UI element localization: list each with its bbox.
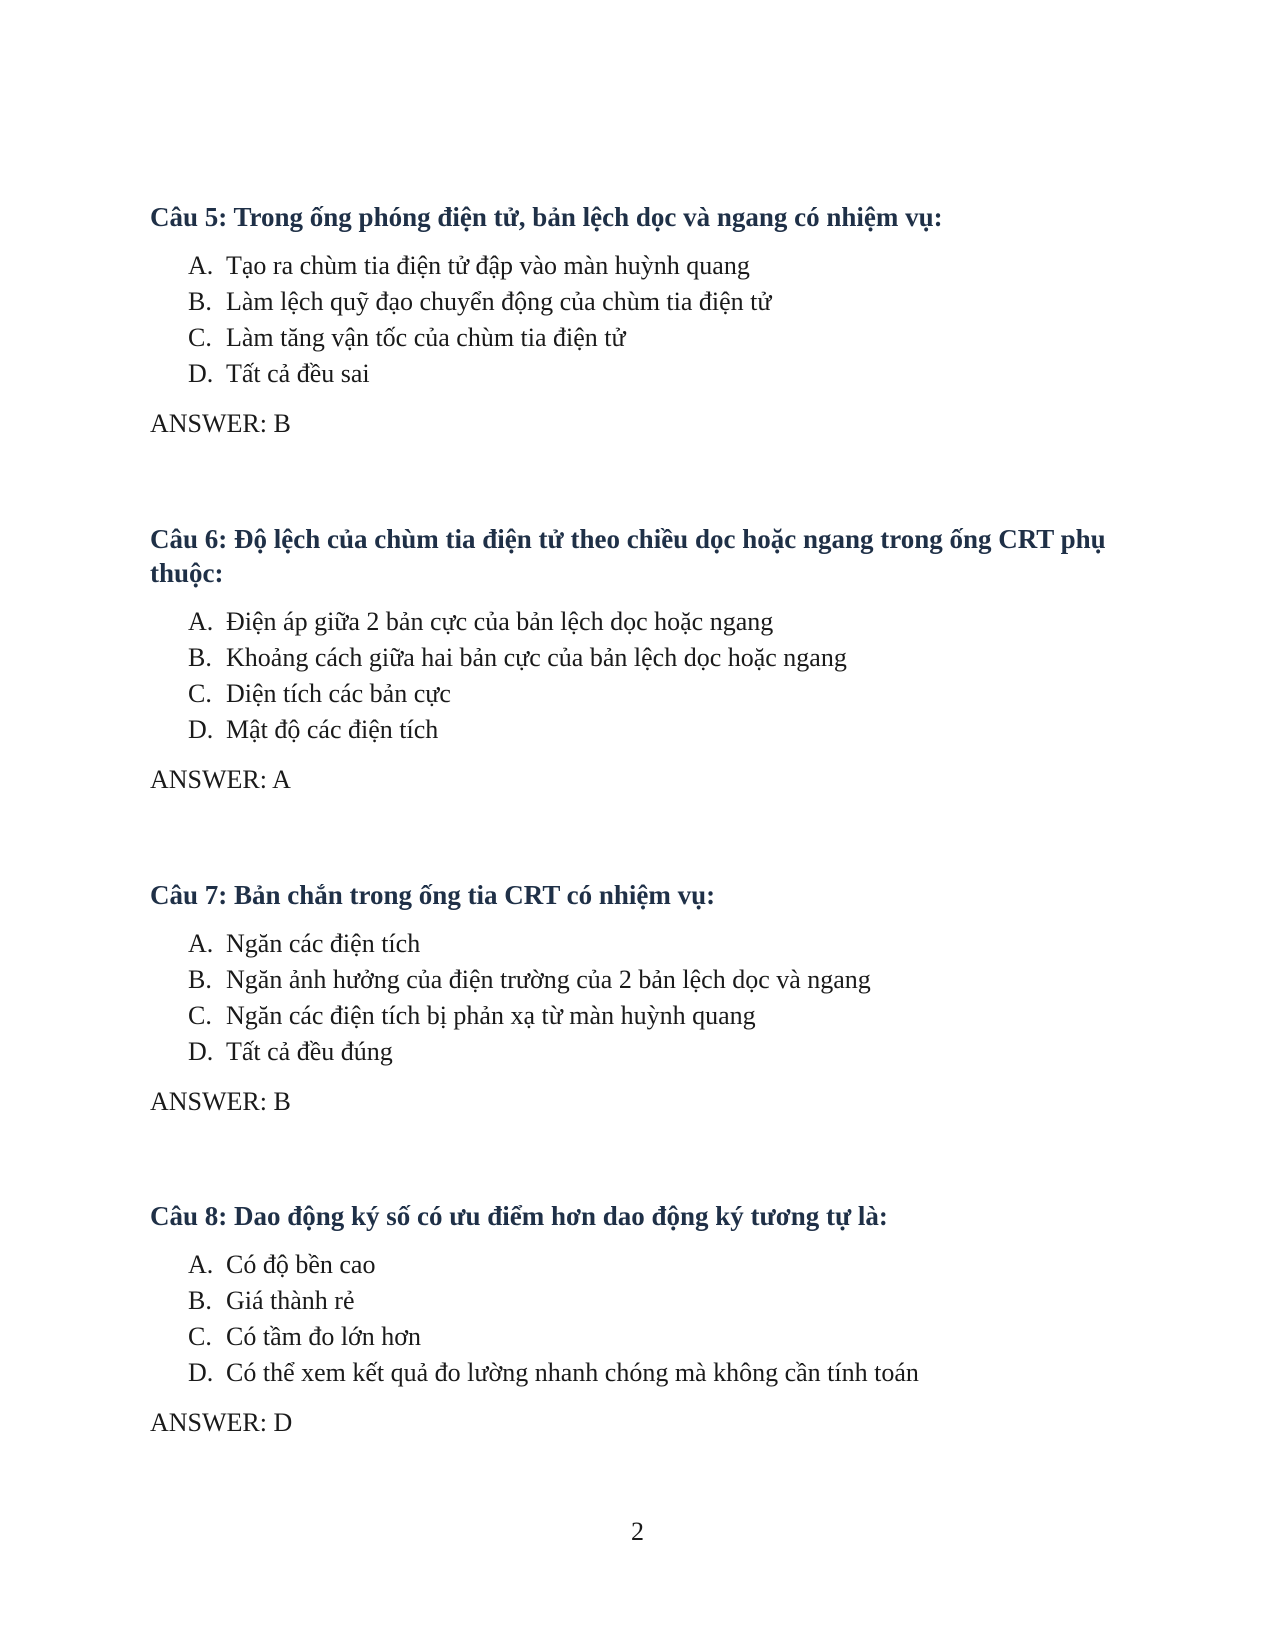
- option-c: [150, 676, 1140, 712]
- option-letter: D.: [188, 1037, 214, 1066]
- option-letter: B.: [188, 1286, 212, 1315]
- option-text: Giá thành rẻ: [226, 1286, 355, 1315]
- question-title: Câu 6: Độ lệch của chùm tia điện tử theo chiều dọc hoặc ngang trong ống CRT phụ thuộc:: [150, 524, 1106, 588]
- question-title: Câu 7: Bản chắn trong ống tia CRT có nhiệm vụ:: [150, 880, 716, 910]
- option-text: Ngăn các điện tích: [226, 929, 421, 958]
- option-d: [150, 1034, 1140, 1070]
- answer-line: ANSWER: A: [150, 765, 291, 794]
- option-letter: B.: [188, 287, 212, 316]
- option-letter: C.: [188, 323, 212, 352]
- option-text: Có tầm đo lớn hơn: [226, 1322, 422, 1351]
- option-text: Diện tích các bản cực: [226, 679, 451, 708]
- option-letter: A.: [188, 251, 214, 280]
- question-8: [150, 1199, 1140, 1441]
- question-5: [150, 200, 1140, 442]
- option-text: Có thể xem kết quả đo lường nhanh chóng mà không cần tính toán: [226, 1358, 919, 1387]
- option-a: [150, 926, 1140, 962]
- option-a: [150, 604, 1140, 640]
- option-letter: A.: [188, 607, 214, 636]
- options-list: [150, 926, 1140, 1070]
- option-text: Ngăn các điện tích bị phản xạ từ màn huỳnh quang: [226, 1001, 756, 1030]
- question-6: [150, 522, 1140, 798]
- question-title: Câu 8: Dao động ký số có ưu điểm hơn dao động ký tương tự là:: [150, 1201, 888, 1231]
- option-c: [150, 320, 1140, 356]
- option-letter: C.: [188, 1001, 212, 1030]
- option-c: [150, 1319, 1140, 1355]
- option-text: Tất cả đều đúng: [226, 1037, 393, 1066]
- option-text: Làm lệch quỹ đạo chuyển động của chùm tia điện tử: [226, 287, 772, 316]
- option-text: Ngăn ảnh hưởng của điện trường của 2 bản lệch dọc và ngang: [226, 965, 871, 994]
- option-d: [150, 356, 1140, 392]
- answer-line: ANSWER: B: [150, 409, 291, 438]
- option-b: [150, 640, 1140, 676]
- option-text: Tạo ra chùm tia điện tử đập vào màn huỳnh quang: [226, 251, 750, 280]
- option-text: Tất cả đều sai: [226, 359, 370, 388]
- option-b: [150, 284, 1140, 320]
- options-list: [150, 1247, 1140, 1391]
- option-a: [150, 248, 1140, 284]
- option-c: [150, 998, 1140, 1034]
- option-letter: B.: [188, 643, 212, 672]
- option-text: Có độ bền cao: [226, 1250, 376, 1279]
- page-number: 2: [631, 1517, 644, 1546]
- option-d: [150, 1355, 1140, 1391]
- option-a: [150, 1247, 1140, 1283]
- option-text: Khoảng cách giữa hai bản cực của bản lệch dọc hoặc ngang: [226, 643, 847, 672]
- option-b: [150, 1283, 1140, 1319]
- answer-line: ANSWER: D: [150, 1408, 293, 1437]
- option-letter: B.: [188, 965, 212, 994]
- option-letter: C.: [188, 1322, 212, 1351]
- option-text: Mật độ các điện tích: [226, 715, 439, 744]
- option-letter: D.: [188, 1358, 214, 1387]
- option-letter: D.: [188, 715, 214, 744]
- question-title: Câu 5: Trong ống phóng điện tử, bản lệch dọc và ngang có nhiệm vụ:: [150, 202, 943, 232]
- options-list: [150, 248, 1140, 392]
- option-letter: A.: [188, 929, 214, 958]
- option-letter: C.: [188, 679, 212, 708]
- question-7: [150, 878, 1140, 1120]
- answer-line: ANSWER: B: [150, 1087, 291, 1116]
- option-letter: D.: [188, 359, 214, 388]
- option-d: [150, 712, 1140, 748]
- option-b: [150, 962, 1140, 998]
- options-list: [150, 604, 1140, 748]
- option-letter: A.: [188, 1250, 214, 1279]
- option-text: Làm tăng vận tốc của chùm tia điện tử: [226, 323, 626, 352]
- option-text: Điện áp giữa 2 bản cực của bản lệch dọc hoặc ngang: [226, 607, 774, 636]
